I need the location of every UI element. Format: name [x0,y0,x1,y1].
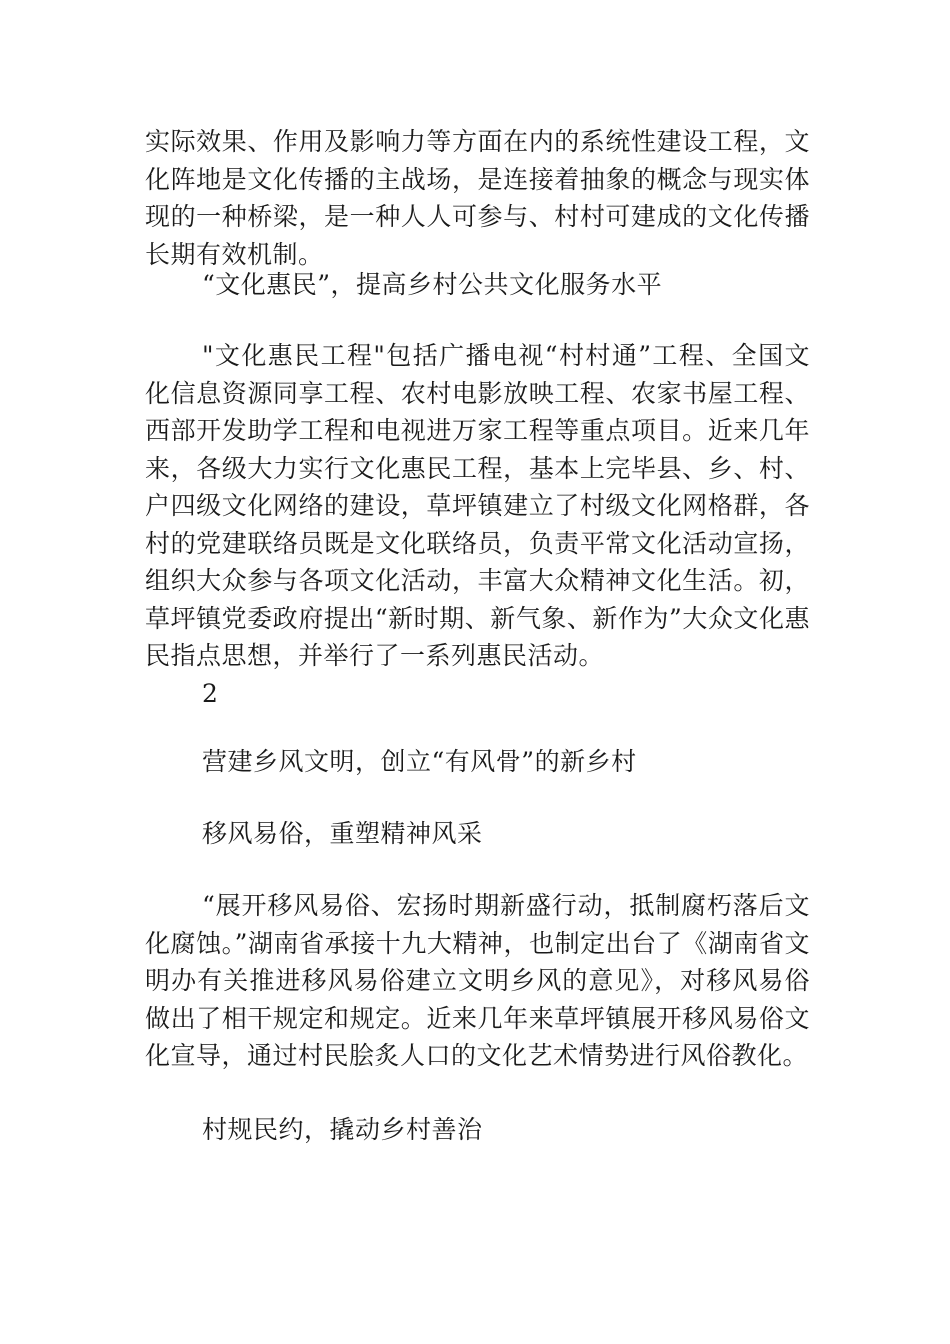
subheading-village-rules: 村规民约，撬动乡村善治 [202,1115,483,1144]
subheading-cultural-benefit: “文化惠民”，提高乡村公共文化服务水平 [202,270,663,299]
subheading-change-customs: 移风易俗，重塑精神风采 [202,819,483,848]
paragraph-cultural-benefit: "文化惠民工程"包括广播电视“村村通”工程、全国文化信息资源同享工程、农村电影放映工程、农家书屋工程、西部开发助学工程和电视进万家工程等重点项目。近来几年来，各级大力实行文化惠民工程，基本上完毕县、乡、村、户四级文化网络的建设，草坪镇建立了村级文化网格群，各村的党建联络员既是文化联络员，负责平常文化活动宣扬，组织大众参与各项文化活动，丰富大众精神文化生活。初，草坪镇党委政府提出“新时期、新气象、新作为”大众文化惠民指点思想，并举行了一系列惠民活动。 [145,341,810,670]
section-number: 2 [202,679,219,708]
paragraph-change-customs: “展开移风易俗、宏扬时期新盛行动，抵制腐朽落后文化腐蚀。”湖南省承接十九大精神，也制定出台了《湖南省文明办有关推进移风易俗建立文明乡风的意见》，对移风易俗做出了相干规定和规定。近来几年来草坪镇展开移风易俗文化宣导，通过村民脍炙人口的文化艺术情势进行风俗教化。 [145,891,810,1070]
paragraph-cultural-front: 实际效果、作用及影响力等方面在内的系统性建设工程，文化阵地是文化传播的主战场，是连接着抽象的概念与现实体现的一种桥梁，是一种人人可参与、村村可建成的文化传播长期有效机制。 [145,127,810,269]
section-heading-rural-civility: 营建乡风文明，创立“有风骨”的新乡村 [202,747,637,776]
